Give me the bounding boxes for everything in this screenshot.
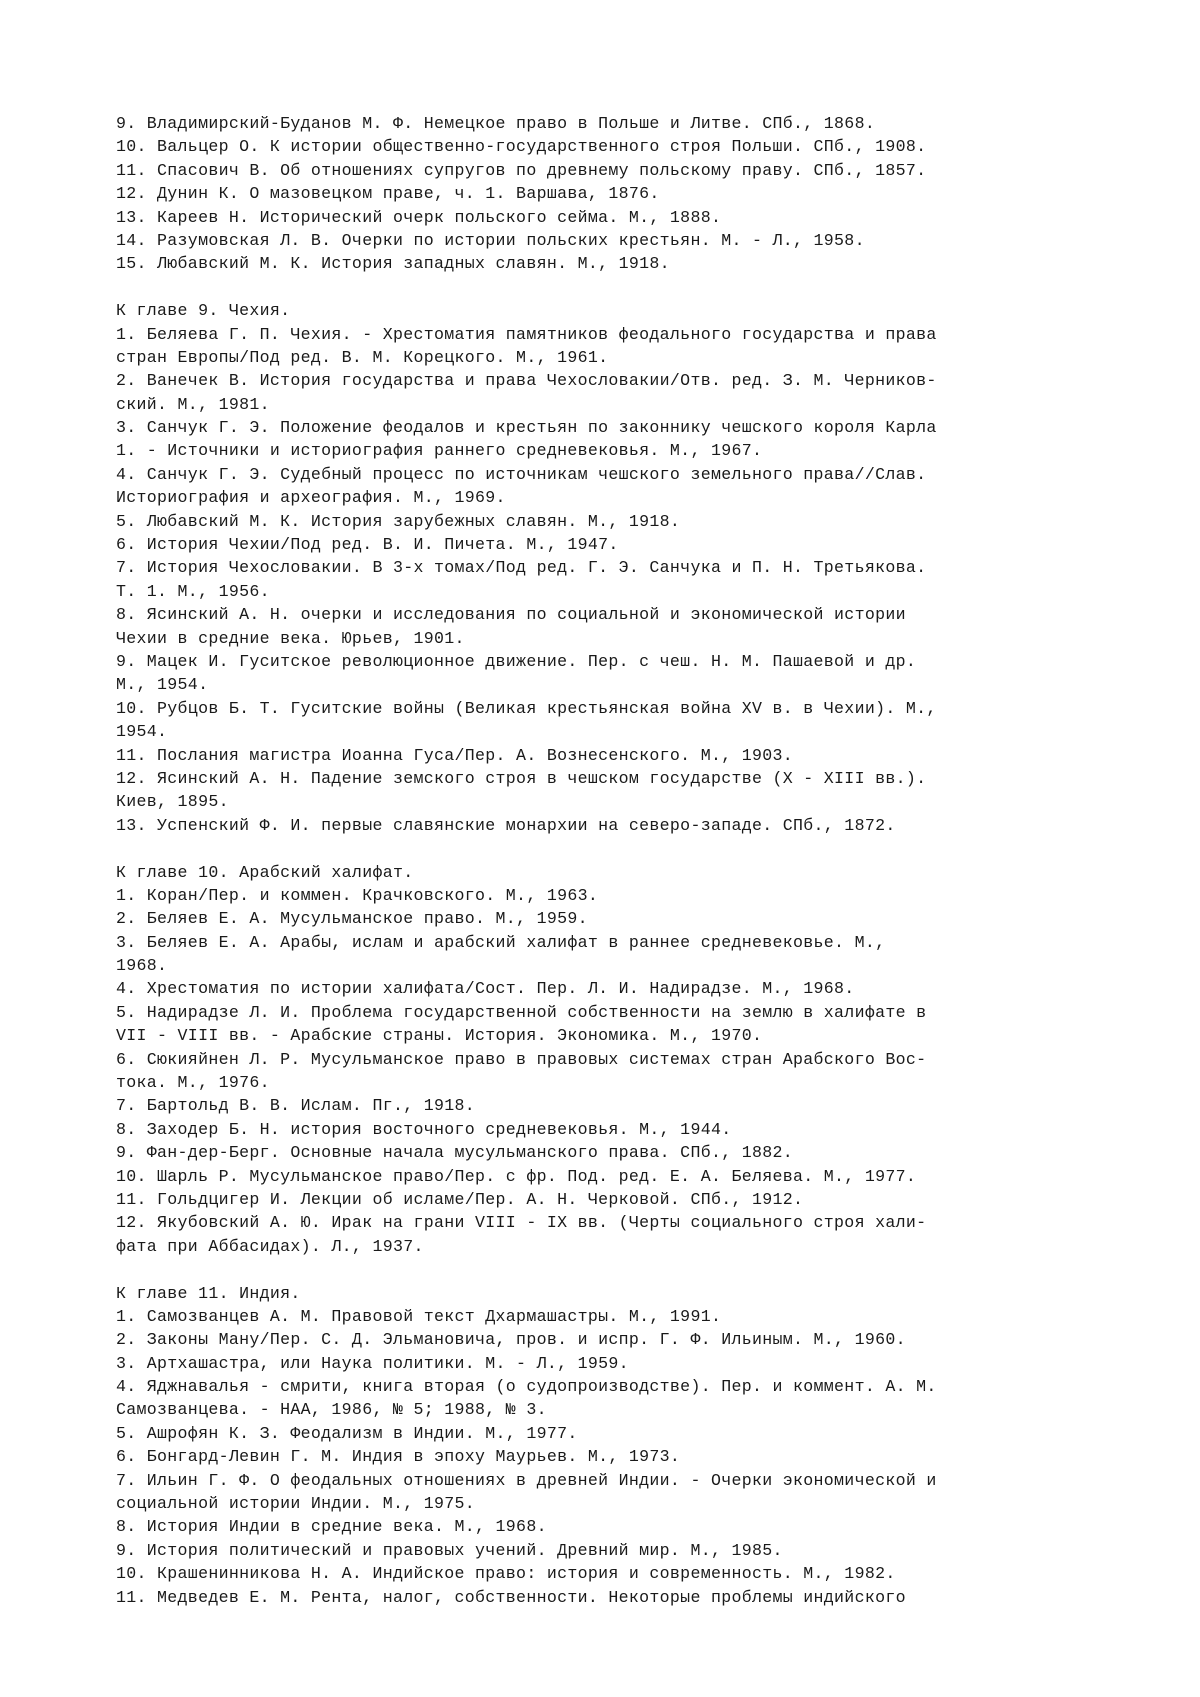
bibliography-line: 1968. (116, 956, 168, 976)
bibliography-line: Историография и археография. М., 1969. (116, 488, 506, 508)
bibliography-line: 13. Успенский Ф. И. первые славянские монархии на северо-западе. СПб., 1872. (116, 815, 896, 835)
bibliography-line: 4. Яджнавалья - смрити, книга вторая (о судопроизводстве). Пер. и коммент. А. М. (116, 1377, 937, 1397)
bibliography-line: 9. История политический и правовых учений. Древний мир. М., 1985. (116, 1540, 783, 1560)
bibliography-line: 3. Санчук Г. Э. Положение феодалов и крестьян по законнику чешского короля Карла (116, 418, 937, 438)
bibliography-line: тока. М., 1976. (116, 1073, 270, 1093)
bibliography-line: Киев, 1895. (116, 792, 229, 812)
bibliography-line: 8. Ясинский А. Н. очерки и исследования по социальной и экономической истории (116, 605, 906, 625)
bibliography-line: 5. Ашрофян К. З. Феодализм в Индии. М., 1977. (116, 1423, 578, 1443)
section-chapter-9 (116, 299, 1176, 837)
bibliography-line: 1. Беляева Г. П. Чехия. - Хрестоматия памятников феодального государства и права (116, 324, 937, 344)
bibliography-line: 10. Вальцер О. К истории общественно-государственного строя Польши. СПб., 1908. (116, 137, 927, 157)
bibliography-line: 13. Кареев Н. Исторический очерк польского сейма. М., 1888. (116, 207, 722, 227)
bibliography-line: 6. Сюкияйнен Л. Р. Мусульманское право в правовых системах стран Арабского Вос- (116, 1049, 927, 1069)
bibliography-line: 1. Самозванцев А. М. Правовой текст Дхармашастры. М., 1991. (116, 1306, 722, 1326)
bibliography-line: 6. Бонгард-Левин Г. М. Индия в эпоху Маурьев. М., 1973. (116, 1447, 681, 1467)
bibliography-line: 1. - Источники и историография раннего средневековья. М., 1967. (116, 441, 763, 461)
bibliography-line: 9. Мацек И. Гуситское революционное движение. Пер. с чеш. Н. М. Пашаевой и др. (116, 651, 917, 671)
bibliography-line: 11. Послания магистра Иоанна Гуса/Пер. А. Вознесенского. М., 1903. (116, 745, 794, 765)
bibliography-line: 10. Шарль Р. Мусульманское право/Пер. с фр. Под. ред. Е. А. Беляева. М., 1977. (116, 1166, 917, 1186)
bibliography-page (116, 112, 1176, 1609)
chapter-10-heading: К главе 10. Арабский халифат. (116, 862, 414, 882)
section-poland-continued (116, 112, 1176, 276)
bibliography-line: 4. Санчук Г. Э. Судебный процесс по источникам чешского земельного права//Слав. (116, 464, 927, 484)
bibliography-line: Самозванцева. - НАА, 1986, № 5; 1988, № 3. (116, 1400, 547, 1420)
bibliography-line: 2. Ванечек В. История государства и права Чехословакии/Отв. ред. З. М. Черников- (116, 371, 937, 391)
bibliography-line: 6. История Чехии/Под ред. В. И. Пичета. М., 1947. (116, 535, 619, 555)
bibliography-line: 11. Гольдцигер И. Лекции об исламе/Пер. А. Н. Черковой. СПб., 1912. (116, 1189, 804, 1209)
chapter-11-heading: К главе 11. Индия. (116, 1283, 301, 1303)
bibliography-line: 8. Заходер Б. Н. история восточного средневековья. М., 1944. (116, 1119, 732, 1139)
bibliography-line: 9. Владимирский-Буданов М. Ф. Немецкое право в Польше и Литве. СПб., 1868. (116, 114, 876, 133)
section-chapter-10 (116, 861, 1176, 1259)
chapter-9-heading: К главе 9. Чехия. (116, 301, 291, 321)
bibliography-line: VII - VIII вв. - Арабские страны. История. Экономика. М., 1970. (116, 1026, 763, 1046)
bibliography-line: Т. 1. М., 1956. (116, 581, 270, 601)
bibliography-line: 1. Коран/Пер. и коммен. Крачковского. М., 1963. (116, 885, 599, 905)
bibliography-line: 12. Якубовский А. Ю. Ирак на грани VIII - IX вв. (Черты социального строя хали- (116, 1213, 927, 1233)
bibliography-line: 3. Артхашастра, или Наука политики. М. - Л., 1959. (116, 1353, 629, 1373)
bibliography-line: 10. Крашенинникова Н. А. Индийское право: история и современность. М., 1982. (116, 1564, 896, 1584)
bibliography-line: 9. Фан-дер-Берг. Основные начала мусульманского права. СПб., 1882. (116, 1143, 794, 1163)
bibliography-line: 4. Хрестоматия по истории халифата/Сост. Пер. Л. И. Надирадзе. М., 1968. (116, 979, 855, 999)
bibliography-line: 2. Беляев Е. А. Мусульманское право. М., 1959. (116, 909, 588, 929)
bibliography-line: 12. Дунин К. О мазовецком праве, ч. 1. Варшава, 1876. (116, 184, 660, 204)
bibliography-line: 11. Медведев Е. М. Рента, налог, собственности. Некоторые проблемы индийского (116, 1587, 906, 1607)
bibliography-line: 10. Рубцов Б. Т. Гуситские войны (Великая крестьянская война XV в. в Чехии). М., (116, 698, 937, 718)
bibliography-line: 1954. (116, 722, 168, 742)
bibliography-line: 15. Любавский М. К. История западных славян. М., 1918. (116, 254, 670, 274)
bibliography-line: 14. Разумовская Л. В. Очерки по истории польских крестьян. М. - Л., 1958. (116, 230, 865, 250)
bibliography-line: 3. Беляев Е. А. Арабы, ислам и арабский халифат в раннее средневековье. М., (116, 932, 886, 952)
section-chapter-11 (116, 1282, 1176, 1609)
bibliography-line: 8. История Индии в средние века. М., 1968. (116, 1517, 547, 1537)
bibliography-line: стран Европы/Под ред. В. М. Корецкого. М., 1961. (116, 347, 609, 367)
bibliography-line: 7. Ильин Г. Ф. О феодальных отношениях в древней Индии. - Очерки экономической и (116, 1470, 937, 1490)
bibliography-line: 2. Законы Ману/Пер. С. Д. Эльмановича, пров. и испр. Г. Ф. Ильиным. М., 1960. (116, 1330, 906, 1350)
bibliography-line: Чехии в средние века. Юрьев, 1901. (116, 628, 465, 648)
bibliography-line: 5. Надирадзе Л. И. Проблема государственной собственности на землю в халифате в (116, 1002, 927, 1022)
bibliography-line: ский. М., 1981. (116, 394, 270, 414)
bibliography-line: 12. Ясинский А. Н. Падение земского строя в чешском государстве (X - XIII вв.). (116, 768, 927, 788)
bibliography-line: М., 1954. (116, 675, 209, 695)
bibliography-line: 7. Бартольд В. В. Ислам. Пг., 1918. (116, 1096, 476, 1116)
bibliography-line: фата при Аббасидах). Л., 1937. (116, 1236, 424, 1256)
bibliography-line: 7. История Чехословакии. В 3-х томах/Под ред. Г. Э. Санчука и П. Н. Третьякова. (116, 558, 927, 578)
bibliography-line: социальной истории Индии. М., 1975. (116, 1494, 476, 1514)
bibliography-line: 5. Любавский М. К. История зарубежных славян. М., 1918. (116, 511, 681, 531)
bibliography-line: 11. Спасович В. Об отношениях супругов по древнему польскому праву. СПб., 1857. (116, 160, 927, 180)
